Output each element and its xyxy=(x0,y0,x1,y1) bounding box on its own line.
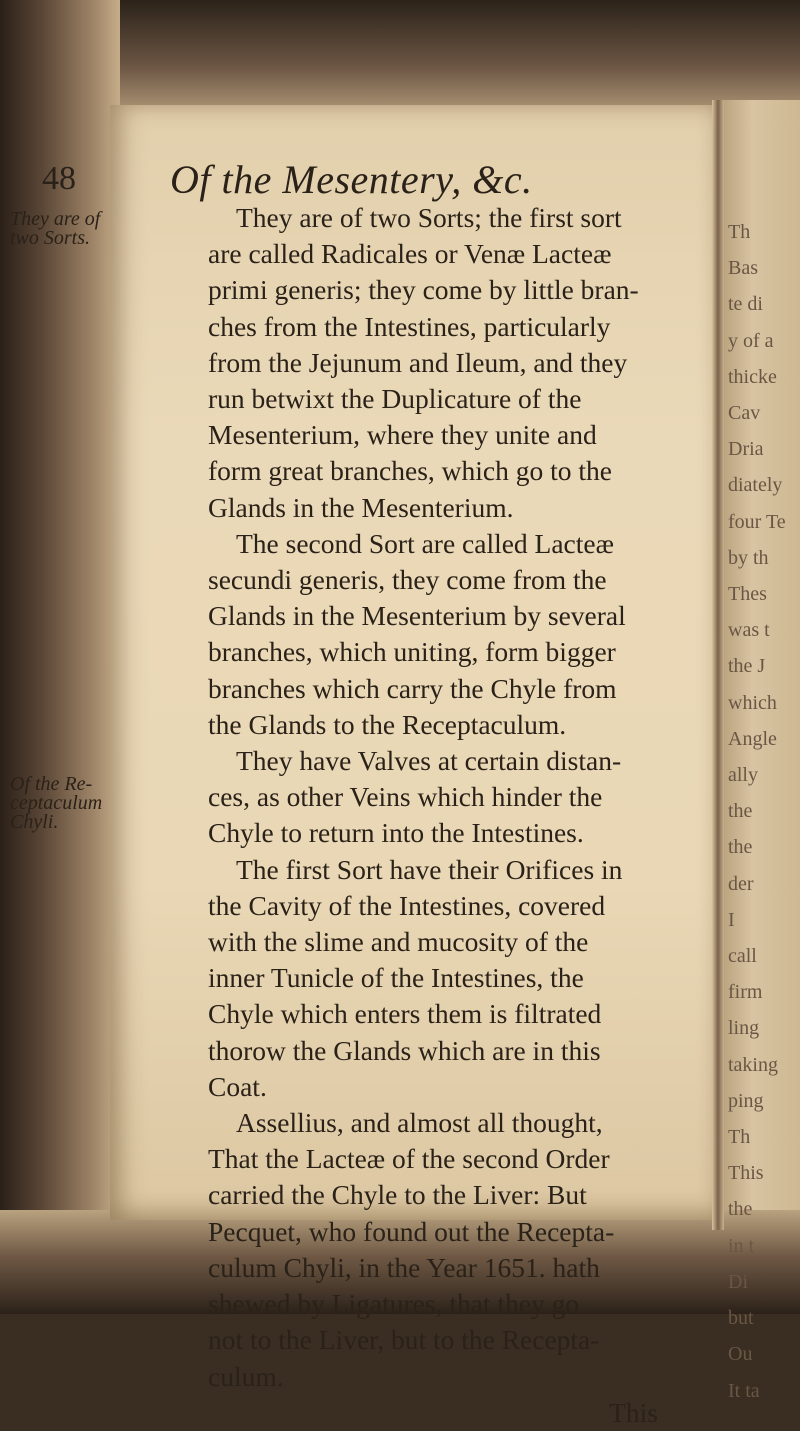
body-line: They have Valves at certain distan- xyxy=(236,745,622,777)
facing-page-fragment: four Te xyxy=(728,510,786,533)
body-line: branches, which uniting, form bigger xyxy=(208,636,616,668)
facing-page-fragment: in t xyxy=(728,1234,755,1257)
body-line: inner Tunicle of the Intestines, the xyxy=(208,962,584,994)
body-line: Glands in the Mesenterium by several xyxy=(208,600,626,632)
facing-page-fragment: the xyxy=(728,800,753,823)
marginal-note-line: Chyli. xyxy=(10,811,59,833)
facing-page-fragment: ally xyxy=(728,764,758,787)
marginal-note-line: two Sorts. xyxy=(10,227,91,249)
facing-page-fragment: Thes xyxy=(728,583,767,606)
facing-page-fragment: taking xyxy=(728,1053,778,1076)
body-line: branches which carry the Chyle from xyxy=(208,672,617,704)
body-line: Pecquet, who found out the Recepta- xyxy=(208,1215,615,1247)
facing-page-fragment: Cav xyxy=(728,402,761,425)
body-line: carried the Chyle to the Liver: But xyxy=(208,1179,587,1211)
facing-page-fragment: This xyxy=(728,1162,764,1185)
body-line: with the slime and mucosity of the xyxy=(208,926,589,958)
body-text xyxy=(208,200,668,1431)
body-line: That the Lacteæ of the second Order xyxy=(208,1143,610,1175)
body-line: culum Chyli, in the Year 1651. hath xyxy=(208,1251,600,1283)
facing-page-fragment: Th xyxy=(728,221,751,243)
body-line: the Cavity of the Intestines, covered xyxy=(208,889,606,921)
body-line: culum. xyxy=(208,1360,284,1392)
body-line: are called Radicales or Venæ Lacteæ xyxy=(208,238,612,270)
facing-page-fragment: was t xyxy=(728,619,770,642)
body-line: The second Sort are called Lacteæ xyxy=(236,527,614,559)
facing-page-fragment: thicke xyxy=(728,365,777,388)
facing-page-fragment: I xyxy=(728,908,735,931)
facing-page-fragment: but xyxy=(728,1307,754,1330)
body-line: the Glands to the Receptaculum. xyxy=(208,708,567,740)
facing-page-fragment: Angle xyxy=(728,727,777,750)
body-line: shewed by Ligatures, that they go xyxy=(208,1288,580,1320)
page-number: 48 xyxy=(42,160,76,197)
facing-page-fragment: ling xyxy=(728,1017,760,1040)
body-line: Glands in the Mesenterium. xyxy=(208,491,514,523)
facing-page-fragment: ping xyxy=(728,1089,764,1112)
body-line: The first Sort have their Orifices in xyxy=(236,853,623,885)
body-line: thorow the Glands which are in this xyxy=(208,1034,601,1066)
facing-page-fragment: der xyxy=(728,872,754,895)
body-line: Coat. xyxy=(208,1070,267,1102)
facing-page-fragment: te di xyxy=(728,293,763,316)
body-line: Assellius, and almost all thought, xyxy=(236,1107,603,1139)
body-line: ches from the Intestines, particularly xyxy=(208,310,611,342)
facing-page-fragment: Di xyxy=(728,1270,748,1293)
catchword: This xyxy=(609,1396,658,1428)
body-line: not to the Liver, but to the Recepta- xyxy=(208,1324,600,1356)
facing-page-fragment: firm xyxy=(728,981,763,1004)
body-line: ces, as other Veins which hinder the xyxy=(208,781,603,813)
facing-page-fragment: by th xyxy=(728,546,769,569)
facing-page-fragment: It ta xyxy=(728,1379,760,1402)
body-line: They are of two Sorts; the first sort xyxy=(236,202,622,233)
marginal-note xyxy=(10,210,100,248)
body-line: Mesenterium, where they unite and xyxy=(208,419,597,451)
facing-page-fragment: the xyxy=(728,836,753,859)
body-line: primi generis; they come by little bran- xyxy=(208,274,639,306)
facing-page-fragment: the J xyxy=(728,655,766,678)
facing-page-fragment: Bas xyxy=(728,257,758,280)
facing-page-fragment: call xyxy=(728,945,757,968)
facing-page-fragment: y of a xyxy=(728,329,774,352)
facing-page-fragment: Ou xyxy=(728,1343,753,1366)
facing-page-fragment: the xyxy=(728,1198,753,1221)
body-line: Chyle which enters them is filtrated xyxy=(208,998,602,1030)
body-line: Chyle to return into the Intestines. xyxy=(208,817,584,849)
marginal-note xyxy=(10,775,102,832)
facing-page-fragment: Dria xyxy=(728,438,764,461)
book-top-edge xyxy=(0,0,800,120)
body-line: run betwixt the Duplicature of the xyxy=(208,383,582,415)
facing-page-fragment: which xyxy=(728,691,777,714)
marginal-note-line: They are of xyxy=(10,208,101,230)
marginal-note-line: Of the Re- xyxy=(10,773,93,795)
facing-page-fragment: Th xyxy=(728,1126,751,1149)
page-gutter xyxy=(712,100,724,1230)
body-line: secundi generis, they come from the xyxy=(208,564,607,596)
facing-page-fragment: diately xyxy=(728,474,783,497)
marginal-note-line: ceptaculum xyxy=(10,792,103,814)
running-head: Of the Mesentery, &c. xyxy=(170,157,533,202)
body-line: form great branches, which go to the xyxy=(208,455,612,487)
body-line: from the Jejunum and Ileum, and they xyxy=(208,346,628,378)
facing-page-text xyxy=(728,214,798,1409)
